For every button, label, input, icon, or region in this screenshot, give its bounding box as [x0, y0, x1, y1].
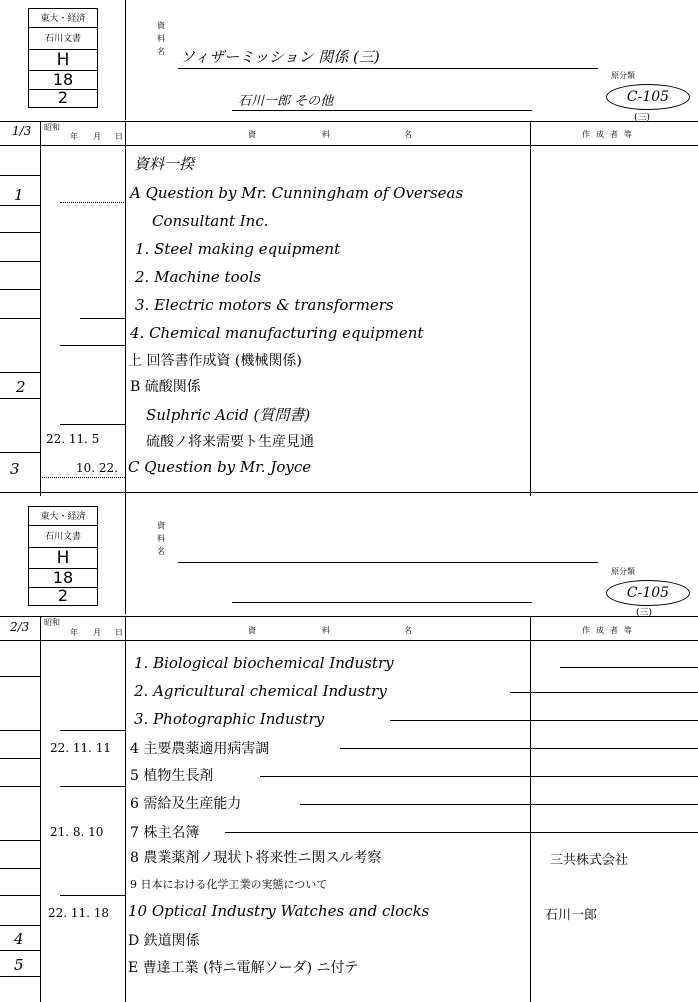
row-date: 22. 11. 11 [50, 741, 112, 755]
row-text: 10 Optical Industry Watches and clocks [128, 902, 430, 920]
page-no-2: 2/3 [10, 620, 30, 634]
row-date: 21. 8. 10 [50, 825, 104, 839]
col-day-2: 日 [115, 628, 123, 637]
title-label-1: 資 [157, 521, 165, 530]
archive-stamp [28, 506, 98, 606]
row-text: A Question by Mr. Cunningham of Overseas [130, 184, 464, 202]
col-material-2c: 名 [404, 626, 412, 635]
col-year-1: 年 [70, 132, 78, 141]
row-text: 7 株主名簿 [130, 825, 200, 841]
row-author: 三共株式会社 [550, 853, 629, 868]
row-text: D 鉄道関係 [128, 933, 200, 949]
stamp-letter: H [29, 50, 97, 71]
class-code: C-105 [626, 89, 670, 105]
col-author-1: 作成者等 [582, 130, 638, 139]
stamp-collection: 石川文書 [29, 29, 97, 50]
stamp-collection: 石川文書 [29, 527, 97, 548]
title-label-2: 料 [157, 534, 165, 543]
col-year-2: 年 [70, 628, 78, 637]
col-material-2a: 資 [248, 626, 256, 635]
stamp-sub: 2 [57, 586, 69, 605]
row-text: 5 植物生長剤 [130, 768, 214, 784]
row-text: Consultant Inc. [152, 212, 269, 230]
archive-stamp [28, 8, 98, 108]
col-showa-1: 昭和 [44, 123, 60, 132]
row-no: 3 [10, 460, 20, 478]
class-sub: (三) [636, 608, 653, 618]
row-text: C Question by Mr. Joyce [128, 458, 312, 476]
class-label: 原分類 [611, 567, 635, 576]
col-month-2: 月 [93, 628, 101, 637]
row-text: 9 日本における化学工業の実態について [130, 878, 328, 891]
row-text: 2. Agricultural chemical Industry [134, 682, 387, 700]
class-sub: (三) [634, 113, 651, 123]
row-text: 上 回答書作成資 (機械関係) [128, 353, 302, 369]
col-material-2b: 料 [322, 626, 330, 635]
row-text: 6 需給及生産能力 [130, 796, 242, 812]
col-material-1a: 資 [248, 130, 256, 139]
row-text: E 曹達工業 (特ニ電解ソーダ) ニ付テ [128, 960, 359, 976]
row-text: 8 農業薬剤ノ現状ト将来性ニ関スル考察 [130, 850, 382, 866]
col-material-1c: 名 [404, 130, 412, 139]
row-no: 4 [14, 930, 24, 948]
row-text: 1. Biological biochemical Industry [134, 654, 394, 672]
title-label-3: 名 [157, 47, 165, 56]
row-text: 4 主要農薬適用病害調 [130, 741, 270, 757]
col-month-1: 月 [93, 132, 101, 141]
stamp-number: 18 [29, 569, 97, 588]
stamp-letter: H [29, 548, 97, 569]
row-text: Sulphric Acid (質問書) [146, 406, 311, 424]
stamp-number: 18 [29, 71, 97, 90]
document-title: ソィザーミッション 関係 (三) [180, 48, 380, 66]
row-date: 10. 22. [76, 461, 118, 475]
row-no: 5 [14, 956, 24, 974]
row-text: 資料一揆 [134, 155, 195, 173]
title-label-2: 料 [157, 34, 165, 43]
class-code-oval [606, 84, 690, 110]
row-text: 2. Machine tools [135, 268, 262, 286]
row-no: 1 [14, 186, 24, 204]
col-day-1: 日 [115, 132, 123, 141]
row-text: 3. Electric motors & transformers [135, 296, 394, 314]
page-no-1: 1/3 [12, 124, 32, 138]
title-label-1: 資 [157, 21, 165, 30]
row-text: 硫酸ノ将来需要ト生産見通 [146, 434, 314, 450]
stamp-institution: 東大・経済 [29, 11, 97, 28]
col-showa-2: 昭和 [44, 618, 60, 627]
row-date: 22. 11. 18 [48, 906, 110, 920]
stamp-sub: 2 [57, 88, 69, 107]
row-text: 3. Photographic Industry [134, 710, 325, 728]
row-text: 4. Chemical manufacturing equipment [130, 324, 424, 342]
class-code: C-105 [626, 585, 670, 601]
col-material-1b: 料 [322, 130, 330, 139]
row-no: 2 [16, 378, 26, 396]
row-text: B 硫酸関係 [130, 379, 201, 395]
col-author-2: 作成者等 [582, 626, 638, 635]
row-author: 石川一郎 [545, 908, 598, 923]
row-text: 1. Steel making equipment [135, 240, 341, 258]
class-label: 原分類 [611, 71, 635, 80]
class-code-oval [606, 580, 690, 606]
document-subtitle: 石川一郎 その他 [238, 94, 334, 109]
title-label-3: 名 [157, 547, 165, 556]
row-date: 22. 11. 5 [46, 432, 100, 446]
stamp-institution: 東大・経済 [29, 509, 97, 526]
